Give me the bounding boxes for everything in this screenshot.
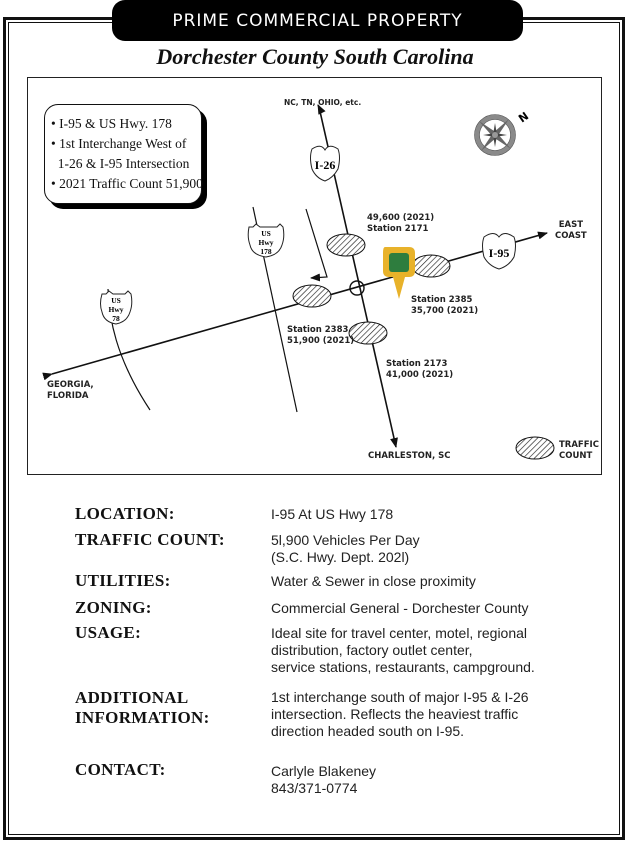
direction-east-label: EAST COAST	[555, 220, 587, 241]
highlight-item: • 1st Interchange West of	[51, 136, 187, 151]
highlight-item: • I-95 & US Hwy. 178	[51, 116, 172, 131]
highlight-item: • 2021 Traffic Count 51,900	[51, 176, 203, 191]
direction-west-label: GEORGIA, FLORIDA	[47, 380, 94, 401]
page-title	[112, 0, 523, 41]
detail-value: Water & Sewer in close proximity	[271, 573, 476, 589]
us178-shield-icon	[248, 224, 284, 257]
detail-label: ZONING:	[75, 598, 152, 617]
detail-value: Carlyle Blakeney 843/371-0774	[271, 763, 377, 796]
legend-label: TRAFFIC COUNT	[559, 440, 599, 461]
detail-label: CONTACT:	[75, 760, 166, 779]
station-2385-label: Station 2385 35,700 (2021)	[411, 295, 479, 316]
traffic-count-icon	[412, 255, 450, 277]
detail-value: 5l,900 Vehicles Per Day (S.C. Hwy. Dept. 202l)	[271, 532, 420, 565]
svg-text:N: N	[516, 109, 532, 126]
detail-label: TRAFFIC COUNT:	[75, 530, 225, 549]
ramp-road	[306, 209, 327, 278]
svg-text:I-95: I-95	[488, 246, 510, 260]
station-2171-label: 49,600 (2021) Station 2171	[367, 213, 435, 234]
traffic-count-icon	[327, 234, 365, 256]
property-pin-icon	[383, 247, 415, 299]
us78-shield-icon	[101, 291, 132, 324]
traffic-count-icon	[293, 285, 331, 307]
compass-icon	[475, 110, 532, 156]
svg-text:I-26: I-26	[314, 158, 336, 172]
svg-text:Hwy: Hwy	[258, 238, 274, 247]
svg-text:US: US	[111, 296, 121, 305]
title-text: PRIME COMMERCIAL PROPERTY	[172, 10, 463, 31]
detail-label: USAGE:	[75, 623, 142, 642]
highlights-box	[44, 104, 202, 204]
detail-value: 1st interchange south of major I-95 & I-26 intersection. Reflects the heaviest traffic direction headed south on I-95.	[271, 689, 529, 739]
legend-traffic-icon	[516, 437, 554, 459]
detail-value: I-95 At US Hwy 178	[271, 506, 394, 522]
station-2173-label: Station 2173 41,000 (2021)	[386, 359, 454, 380]
detail-label: LOCATION:	[75, 504, 175, 523]
highlight-item: 1-26 & I-95 Intersection	[57, 156, 190, 171]
detail-label: UTILITIES:	[75, 571, 171, 590]
page-subtitle: Dorchester County South Carolina	[156, 44, 474, 69]
svg-text:US: US	[261, 229, 271, 238]
traffic-count-icon	[349, 322, 387, 344]
detail-label: ADDITIONAL INFORMATION:	[75, 688, 210, 727]
direction-north-label: NC, TN, OHIO, etc.	[284, 98, 362, 107]
i95-shield-icon	[483, 234, 516, 270]
svg-text:78: 78	[112, 314, 120, 323]
detail-value: Ideal site for travel center, motel, regional distribution, factory outlet center, service stations, restaurants, campground.	[271, 625, 535, 675]
svg-text:Hwy: Hwy	[108, 305, 124, 314]
svg-text:178: 178	[260, 247, 272, 256]
direction-south-label: CHARLESTON, SC	[368, 451, 451, 461]
detail-value: Commercial General - Dorchester County	[271, 600, 529, 616]
contact-phone: 843/371-0774	[271, 780, 358, 796]
station-2383-label: Station 2383 51,900 (2021)	[287, 325, 355, 346]
